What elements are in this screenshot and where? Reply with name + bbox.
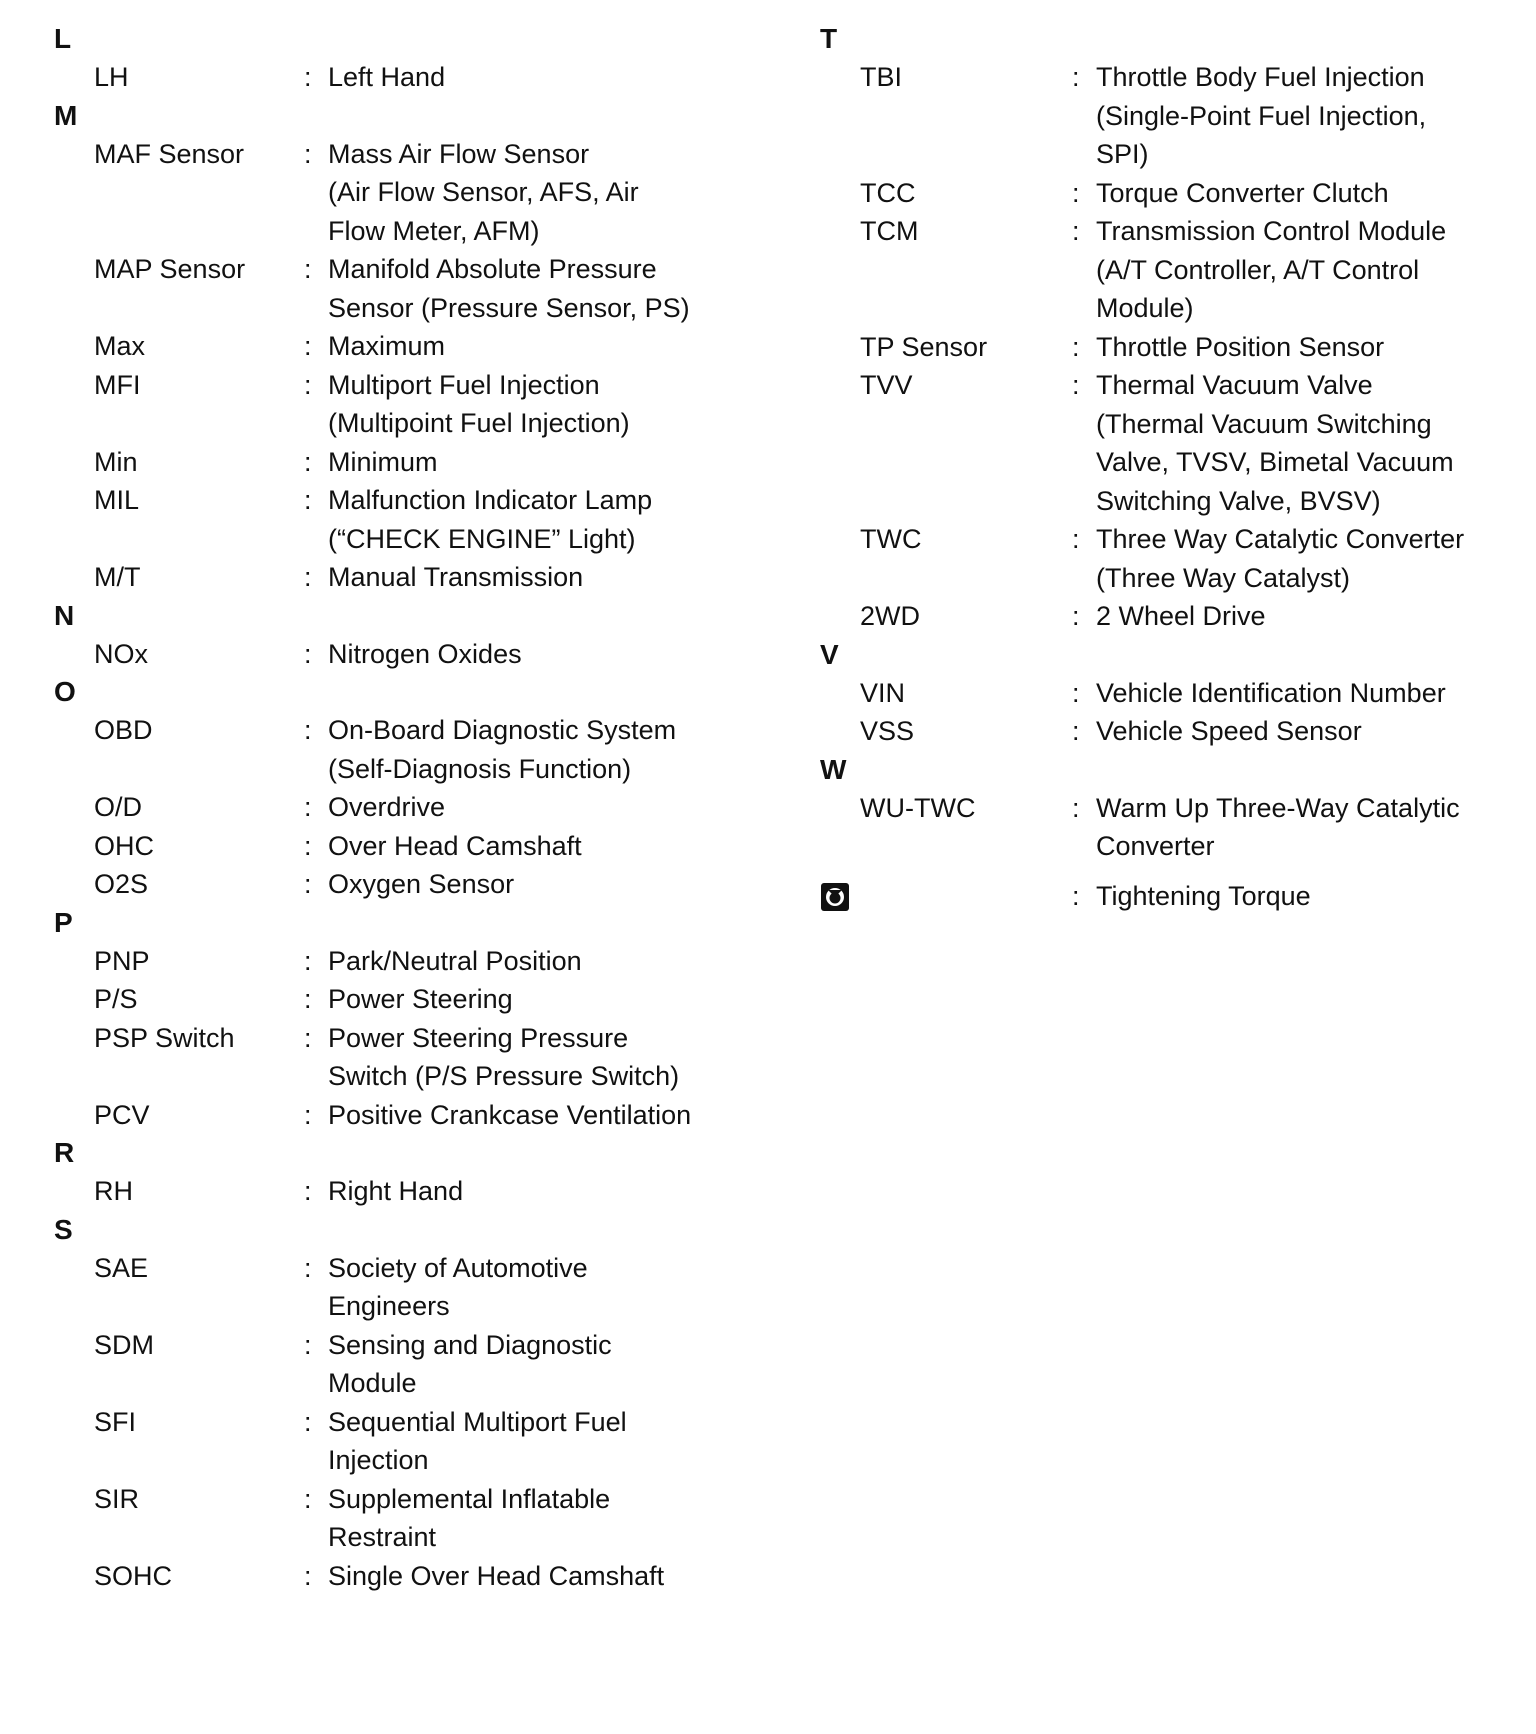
abbreviation-term: PCV [94,1099,150,1130]
abbreviation-meaning: Throttle Body Fuel Injection (Single-Point Fuel Injection, SPI) [1096,62,1427,169]
abbreviation-entry [54,135,754,251]
abbreviation-meaning: Left Hand [328,62,446,92]
abbreviation-meaning: Sequential Multiport Fuel Injection [328,1406,627,1475]
separator-colon: : [304,1252,312,1283]
abbreviation-meaning: Warm Up Three-Way Catalytic Converter [1096,792,1460,861]
separator-colon: : [304,945,312,976]
abbreviation-meaning: Nitrogen Oxides [328,638,522,669]
abbreviation-meaning: Maximum [328,331,446,361]
abbreviation-entry [820,212,1520,328]
abbreviation-entry [54,1019,754,1096]
abbreviation-entry [54,1172,754,1211]
section-letter: P [54,906,73,938]
separator-colon: : [304,138,312,169]
abbreviation-term: TCM [860,216,919,246]
abbreviation-entry [820,789,1520,866]
abbreviation-meaning: Thermal Vacuum Valve (Thermal Vacuum Switching Valve, TVSV, Bimetal Vacuum Switching Valve, BVSV) [1096,370,1454,516]
abbreviation-term: Min [94,446,138,477]
separator-colon: : [304,1099,312,1130]
separator-colon: : [304,1406,312,1437]
abbreviation-meaning: Mass Air Flow Sensor (Air Flow Sensor, AFS, Air Flow Meter, AFM) [328,138,639,246]
separator-colon: : [304,562,312,592]
abbreviation-meaning: Single Over Head Camshaft [328,1560,665,1591]
abbreviation-entry [54,443,754,482]
separator-colon: : [304,1329,312,1360]
abbreviation-meaning: Transmission Control Module (A/T Controller, A/T Control Module) [1096,216,1447,323]
abbreviation-entry [54,788,754,827]
separator-colon: : [1072,716,1080,746]
abbreviation-entry [820,58,1520,174]
abbreviations-left-column [54,20,754,1595]
section-letter: R [54,1137,75,1168]
abbreviation-entry [54,942,754,981]
abbreviation-meaning: Right Hand [328,1176,464,1206]
section-p [54,904,754,1135]
abbreviation-term: SOHC [94,1560,173,1591]
symbol-meaning: Tightening Torque [1096,880,1311,911]
abbreviations-right-column [820,20,1520,915]
abbreviation-meaning: 2 Wheel Drive [1096,601,1266,631]
separator-colon: : [304,446,312,477]
abbreviation-meaning: Sensing and Diagnostic Module [328,1329,612,1398]
abbreviation-meaning: Overdrive [328,792,446,822]
abbreviation-meaning: Society of Automotive Engineers [328,1252,588,1321]
abbreviation-entry [820,174,1520,213]
abbreviation-meaning: Vehicle Identification Number [1096,677,1446,708]
abbreviation-term: MFI [94,369,141,400]
abbreviation-meaning: Manual Transmission [328,562,584,592]
section-m [54,97,754,597]
abbreviation-term: MAP Sensor [94,254,246,284]
separator-colon: : [1072,177,1080,208]
abbreviation-meaning: Vehicle Speed Sensor [1096,716,1362,746]
abbreviation-term: PSP Switch [94,1022,235,1053]
separator-colon: : [304,1560,312,1591]
abbreviation-term: Max [94,331,146,361]
abbreviation-term: O2S [94,869,149,899]
abbreviation-meaning: Supplemental Inflatable Restraint [328,1483,611,1552]
separator-colon: : [1072,601,1080,631]
abbreviation-entry [54,1557,754,1596]
abbreviation-entry [820,712,1520,751]
abbreviation-term: VIN [860,677,906,708]
abbreviation-entry [820,366,1520,520]
separator-colon: : [304,331,312,361]
abbreviation-term: TCC [860,177,916,208]
abbreviation-term: TP Sensor [860,331,988,362]
separator-colon: : [304,869,312,899]
abbreviation-term: OBD [94,715,153,745]
abbreviation-entry [54,1403,754,1480]
separator-colon: : [304,254,312,284]
separator-colon: : [1072,677,1080,708]
separator-colon: : [1072,880,1080,911]
separator-colon: : [304,830,312,861]
abbreviation-entry [54,481,754,558]
separator-colon: : [1072,331,1080,362]
abbreviation-entry [820,597,1520,636]
section-letter: M [54,99,78,131]
separator-colon: : [1072,62,1080,92]
abbreviation-term: VSS [860,716,915,746]
abbreviation-meaning: Multiport Fuel Injection (Multipoint Fuel Injection) [328,369,630,438]
section-letter: T [820,23,838,54]
section-l [54,20,754,97]
section-letter: V [820,638,839,670]
abbreviation-entry [820,520,1520,597]
abbreviation-entry [820,328,1520,367]
abbreviation-term: TBI [860,62,903,92]
abbreviation-term: WU-TWC [860,792,976,823]
separator-colon: : [1072,524,1080,554]
abbreviation-meaning: Positive Crankcase Ventilation [328,1099,692,1130]
abbreviation-entry [54,558,754,597]
section-letter: N [54,599,75,631]
section-o [54,673,754,904]
symbol-cell [820,877,1072,916]
abbreviation-term: SAE [94,1252,149,1283]
abbreviation-meaning: Minimum [328,446,438,477]
abbreviation-entry [54,980,754,1019]
tightening-torque-icon [820,882,850,912]
abbreviation-entry [54,1249,754,1326]
abbreviation-entry [54,635,754,674]
separator-colon: : [304,792,312,822]
tightening-torque-legend [820,877,1520,916]
abbreviation-entry [54,1480,754,1557]
abbreviation-meaning: On-Board Diagnostic System (Self-Diagnosis Function) [328,715,677,784]
section-v [820,636,1520,751]
abbreviation-term: SDM [94,1329,154,1360]
abbreviation-term: O/D [94,792,143,822]
separator-colon: : [304,984,312,1014]
separator-colon: : [1072,216,1080,246]
abbreviation-meaning: Malfunction Indicator Lamp (“CHECK ENGINE” Light) [328,485,653,554]
separator-colon: : [304,369,312,400]
abbreviation-meaning: Three Way Catalytic Converter (Three Way Catalyst) [1096,524,1465,593]
abbreviation-term: 2WD [860,601,920,631]
abbreviation-entry [54,711,754,788]
abbreviation-meaning: Throttle Position Sensor [1096,331,1385,362]
separator-colon: : [1072,792,1080,823]
separator-colon: : [304,62,312,92]
separator-colon: : [304,1022,312,1053]
separator-colon: : [304,1176,312,1206]
abbreviation-term: MAF Sensor [94,138,245,169]
abbreviation-meaning: Over Head Camshaft [328,830,582,861]
section-r [54,1134,754,1211]
abbreviation-term: MIL [94,485,140,515]
abbreviation-entry [54,865,754,904]
separator-colon: : [1072,370,1080,400]
section-letter: O [54,676,76,707]
abbreviation-term: P/S [94,984,138,1014]
abbreviation-entry [820,674,1520,713]
section-s [54,1211,754,1596]
abbreviation-entry [54,366,754,443]
abbreviation-term: OHC [94,830,154,861]
separator-colon: : [304,485,312,515]
section-w [820,751,1520,866]
section-t [820,20,1520,636]
abbreviation-entry [54,827,754,866]
right-sections [820,20,1520,866]
abbreviation-term: TWC [860,524,922,554]
abbreviation-term: TVV [860,370,913,400]
separator-colon: : [304,638,312,669]
abbreviation-meaning: Park/Neutral Position [328,945,582,976]
abbreviation-term: NOx [94,638,148,669]
abbreviation-meaning: Torque Converter Clutch [1096,177,1389,208]
abbreviation-term: RH [94,1176,133,1206]
section-letter: L [54,23,72,54]
separator-colon: : [304,715,312,745]
abbreviation-term: SIR [94,1483,140,1514]
abbreviation-entry [54,250,754,327]
abbreviation-term: SFI [94,1406,137,1437]
separator-colon: : [304,1483,312,1514]
abbreviation-entry [54,327,754,366]
abbreviation-meaning: Manifold Absolute Pressure Sensor (Pressure Sensor, PS) [328,254,690,323]
abbreviation-term: PNP [94,945,150,976]
section-letter: S [54,1213,73,1245]
abbreviation-entry [54,1326,754,1403]
abbreviation-meaning: Power Steering [328,984,513,1014]
section-n [54,597,754,674]
abbreviation-meaning: Power Steering Pressure Switch (P/S Pressure Switch) [328,1022,680,1091]
abbreviation-meaning: Oxygen Sensor [328,869,515,899]
section-letter: W [820,753,847,785]
abbreviation-term: M/T [94,562,141,592]
abbreviation-entry [54,1096,754,1135]
abbreviation-term: LH [94,62,129,92]
abbreviation-entry [54,58,754,97]
